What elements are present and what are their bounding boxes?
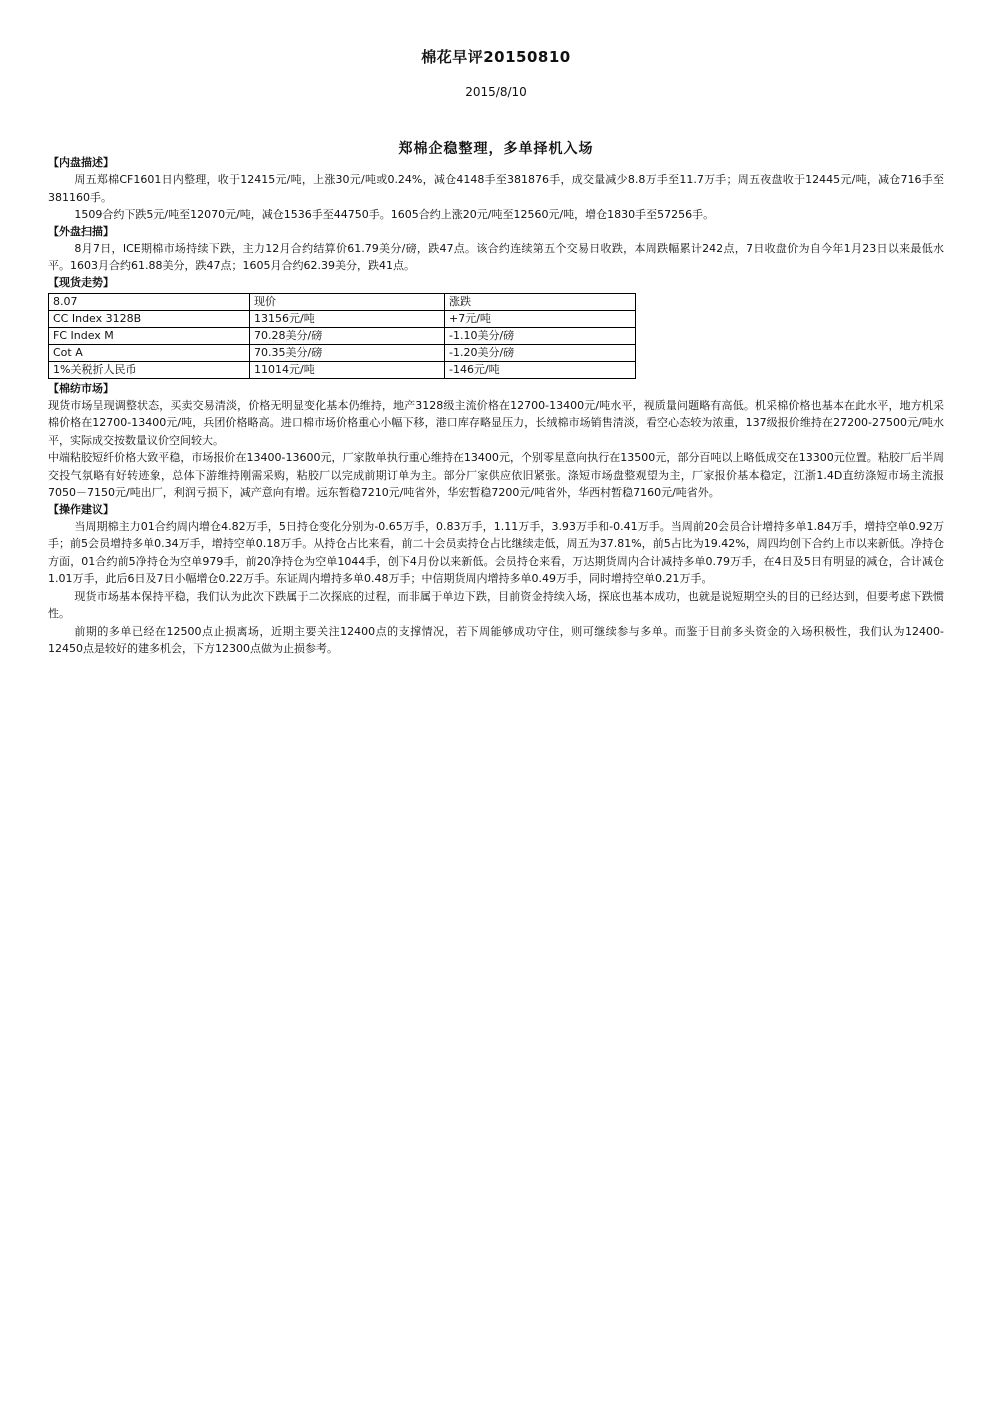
table-cell: 70.35美分/磅 [250,344,445,361]
advice-paragraph-3: 前期的多单已经在12500点止损离场，近期主要关注12400点的支撑情况，若下周能够成功守住，则可继续参与多单。而鉴于目前多头资金的入场积极性，我们认为12400-12450点是较好的建多机会，下方12300点做为止损参考。 [48,624,944,655]
table-cell: +7元/吨 [445,310,636,327]
table-row [49,327,636,344]
spot-price-table [48,293,636,379]
textile-paragraph-2: 中端粘胶短纤价格大致平稳，市场报价在13400-13600元，厂家散单执行重心维持在13400元，个别零星意向执行在13500元，部分百吨以上略低成交在13300元位置。粘胶厂后半周交投气氛略有好转迹象，总体下游维持刚需采购，粘胶厂以完成前期订单为主。部分厂家供应依旧紧张。涤短市场盘整观望为主，厂家报价基本稳定，江浙1.4D直纺涤短市场主流报7050－7150元/吨出厂，利润亏损下，减产意向有增。远东暂稳7210元/吨省外，华宏暂稳7200元/吨省外，华西村暂稳7160元/吨省外。 [48,451,944,499]
advice-paragraph-1: 当周期棉主力01合约周内增仓4.82万手，5日持仓变化分别为-0.65万手，0.83万手，1.11万手，3.93万手和-0.41万手。当周前20会员合计增持多单1.84万手，增持空单0.92万手；前5会员增持多单0.34万手，增持空单0.18万手。从持仓占比来看，前二十会员卖持仓占比继续走低，周五为37.81%，前5占比为19.42%，周四均创下合约上市以来新低。净持仓方面，01合约前5净持仓为空单979手，前20净持仓为空单1044手，创下4月份以来新低。会员持仓来看，万达期货周内合计减持多单0.79万手，在4日及5日有明显的减仓，合计减仓1.01万手，此后6日及7日小幅增仓0.22万手。东证周内增持多单0.48万手；中信期货周内增持多单0.49万手，同时增持空单0.21万手。 [48,519,944,585]
section-heading-spot: 【现货走势】 [48,275,114,289]
table-cell: FC Index M [49,327,250,344]
report-headline: 郑棉企稳整理，多单择机入场 [398,141,594,157]
table-row [49,344,636,361]
foreign-paragraph-1: 8月7日，ICE期棉市场持续下跌，主力12月合约结算价61.79美分/磅，跌47点。该合约连续第五个交易日收跌，本周跌幅累计242点，7日收盘价为自今年1月23日以来最低水平。1603月合约61.88美分，跌47点；1605月合约62.39美分，跌41点。 [48,241,944,272]
table-cell: 1%关税折人民币 [49,361,250,378]
section-heading-foreign: 【外盘扫描】 [48,224,114,238]
section-heading-advice: 【操作建议】 [48,502,114,516]
table-header-cell: 现价 [250,293,445,310]
table-header-row [49,293,636,310]
table-row [49,361,636,378]
table-cell: -146元/吨 [445,361,636,378]
table-cell: 11014元/吨 [250,361,445,378]
report-date: 2015/8/10 [465,85,527,99]
report-title: 棉花早评20150810 [421,48,571,66]
table-header-cell: 涨跌 [445,293,636,310]
table-row [49,310,636,327]
table-cell: CC Index 3128B [49,310,250,327]
advice-paragraph-2: 现货市场基本保持平稳，我们认为此次下跌属于二次探底的过程，而非属于单边下跌，目前资金持续入场，探底也基本成功，也就是说短期空头的目的已经达到，但要考虑下跌惯性。 [48,589,944,620]
table-cell: -1.20美分/磅 [445,344,636,361]
table-cell: -1.10美分/磅 [445,327,636,344]
domestic-paragraph-2: 1509合约下跌5元/吨至12070元/吨，减仓1536手至44750手。1605合约上涨20元/吨至12560元/吨，增仓1830手至57256手。 [74,208,715,221]
table-cell: 70.28美分/磅 [250,327,445,344]
section-heading-textile: 【棉纺市场】 [48,381,114,395]
section-heading-domestic: 【内盘描述】 [48,156,114,169]
domestic-paragraph-1: 周五郑棉CF1601日内整理，收于12415元/吨，上涨30元/吨或0.24%，减仓4148手至381876手，成交量减少8.8万手至11.7万手；周五夜盘收于12445元/吨，减仓716手至381160手。 [48,173,944,204]
report-body [48,155,944,658]
table-cell: 13156元/吨 [250,310,445,327]
table-cell: Cot A [49,344,250,361]
textile-paragraph-1: 现货市场呈现调整状态，买卖交易清淡，价格无明显变化基本仍维持，地产3128级主流价格在12700-13400元/吨水平，视质量问题略有高低。机采棉价格也基本在此水平，地方机采棉价格在12700-13400元/吨，兵团价格略高。进口棉市场价格重心小幅下移，港口库存略显压力，长绒棉市场销售清淡，看空心态较为浓重，137级报价维持在27200-27500元/吨水平，实际成交按数量议价空间较大。 [48,398,944,447]
table-header-cell: 8.07 [49,293,250,310]
